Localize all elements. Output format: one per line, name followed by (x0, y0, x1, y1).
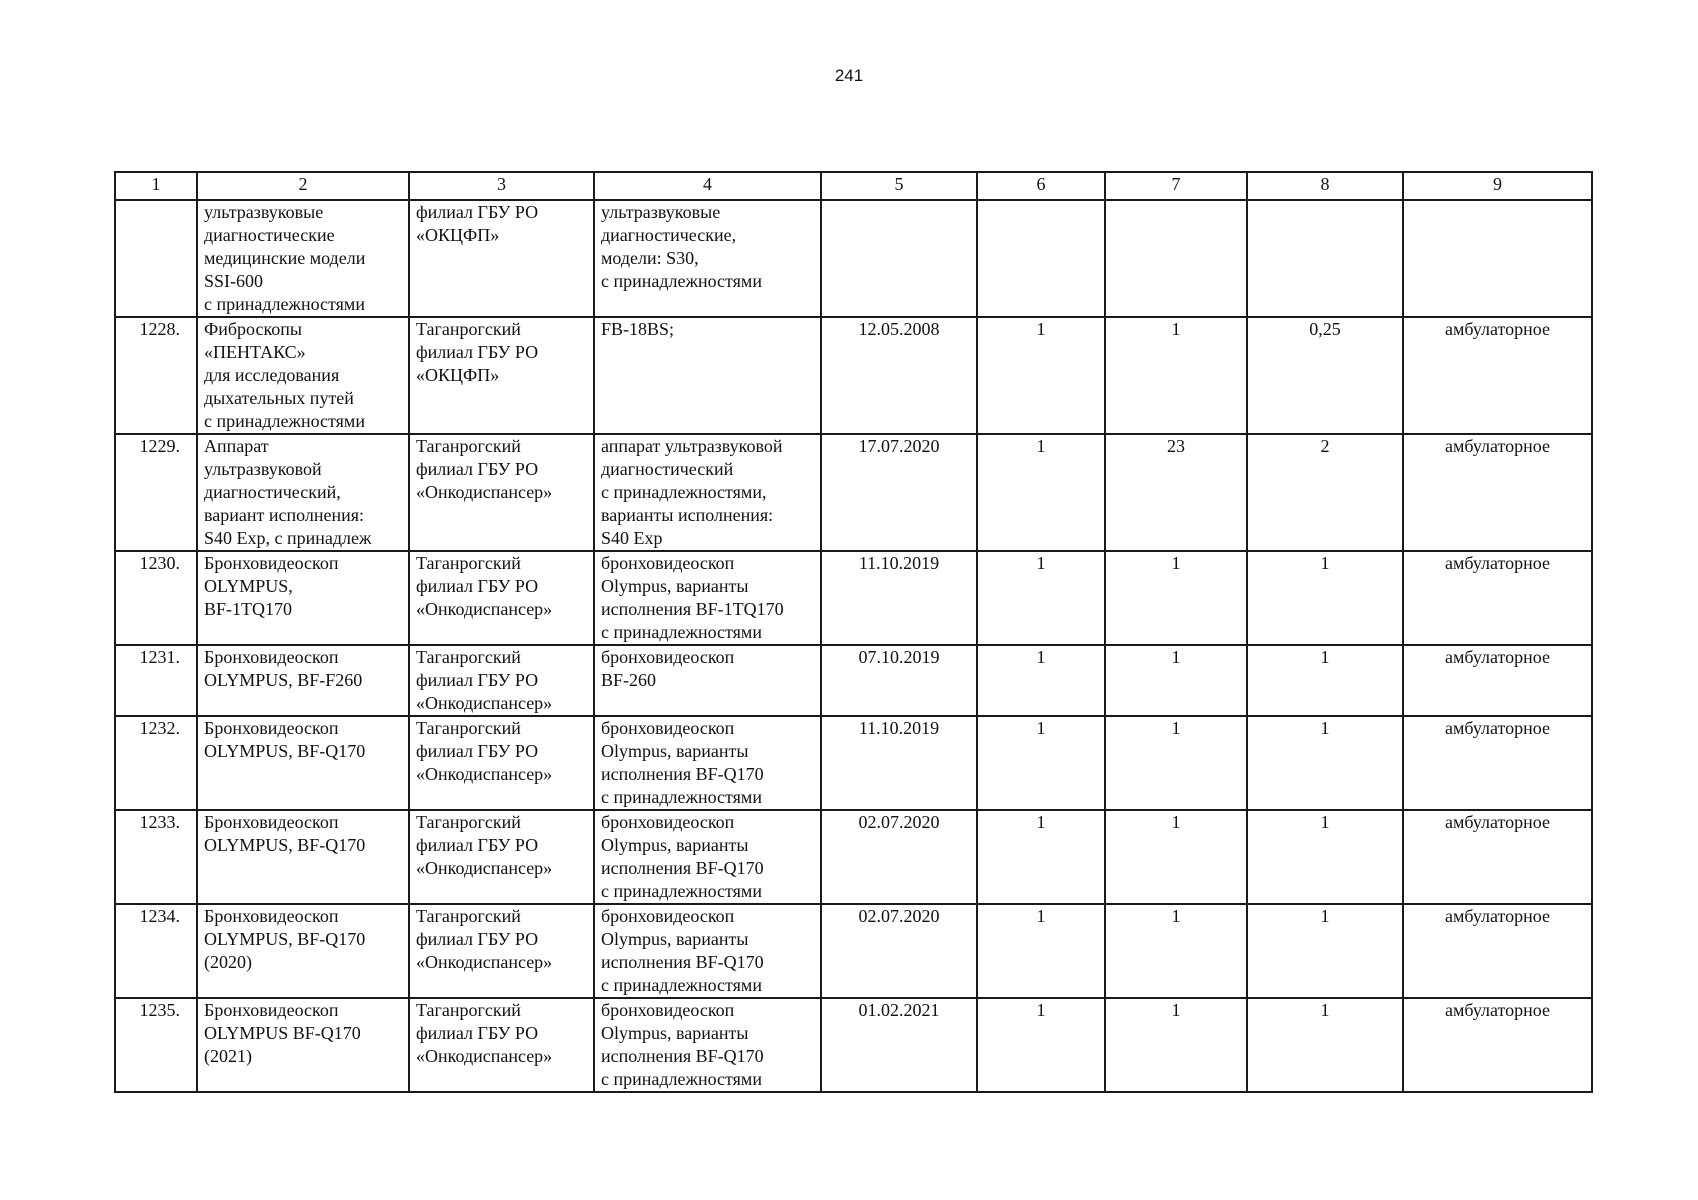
page-number: 241 (834, 66, 864, 85)
equipment-name-cell-line: диагностические (204, 225, 335, 245)
equipment-name-cell (197, 551, 409, 645)
location-cell-line: филиал ГБУ РО (416, 576, 539, 596)
location-cell-line: «Онкодиспансер» (416, 952, 553, 972)
header-cell-5: 5 (821, 172, 977, 200)
date-cell: 01.02.2021 (821, 998, 977, 1092)
equipment-name-cell-line: дыхательных путей (204, 388, 354, 408)
column-8-cell: 1 (1247, 716, 1403, 810)
model-cell (594, 998, 821, 1092)
equipment-name-cell (197, 810, 409, 904)
equipment-name-cell-line: Бронховидеоскоп (204, 718, 339, 738)
equipment-name-cell-line: ультразвуковой (204, 459, 322, 479)
model-cell-line: бронховидеоскоп (601, 812, 735, 832)
model-cell (594, 645, 821, 716)
column-7-cell: 1 (1105, 904, 1247, 998)
usage-mode-cell: амбулаторное (1403, 998, 1592, 1092)
equipment-name-cell-line: Бронховидеоскоп (204, 647, 339, 667)
equipment-name-cell-line: (2021) (204, 1046, 252, 1066)
model-cell-line: с принадлежностями (601, 881, 762, 901)
location-cell-line: Таганрогский (416, 1000, 521, 1020)
location-cell-line: Таганрогский (416, 906, 521, 926)
table-row (115, 200, 1592, 317)
equipment-name-cell-line: «ПЕНТАКС» (204, 342, 306, 362)
location-cell-line: «ОКЦФП» (416, 365, 500, 385)
row-number-cell: 1229. (115, 434, 197, 551)
date-cell: 02.07.2020 (821, 810, 977, 904)
date-cell: 12.05.2008 (821, 317, 977, 434)
location-cell-line: Таганрогский (416, 812, 521, 832)
model-cell-line: S40 Exp (601, 528, 663, 548)
model-cell-line: модели: S30, (601, 248, 699, 268)
column-6-cell: 1 (977, 904, 1105, 998)
equipment-name-cell-line: медицинские модели (204, 248, 366, 268)
column-8-cell (1247, 200, 1403, 317)
model-cell-line: диагностический (601, 459, 734, 479)
column-7-cell (1105, 200, 1247, 317)
usage-mode-cell: амбулаторное (1403, 810, 1592, 904)
model-cell-line: исполнения BF-Q170 (601, 1046, 764, 1066)
row-number-cell: 1231. (115, 645, 197, 716)
equipment-name-cell-line: SSI-600 (204, 271, 264, 291)
header-cell-6: 6 (977, 172, 1105, 200)
date-cell: 11.10.2019 (821, 551, 977, 645)
model-cell-line: с принадлежностями (601, 1069, 762, 1089)
equipment-name-cell (197, 434, 409, 551)
equipment-table (114, 171, 1593, 1093)
location-cell-line: Таганрогский (416, 553, 521, 573)
equipment-name-cell-line: Бронховидеоскоп (204, 812, 339, 832)
model-cell-line: Olympus, варианты (601, 835, 749, 855)
equipment-name-cell-line: с принадлежностями (204, 294, 365, 314)
column-8-cell: 1 (1247, 645, 1403, 716)
column-6-cell: 1 (977, 551, 1105, 645)
column-6-cell: 1 (977, 998, 1105, 1092)
column-8-cell: 2 (1247, 434, 1403, 551)
model-cell-line: бронховидеоскоп (601, 553, 735, 573)
location-cell (409, 200, 594, 317)
location-cell-line: Таганрогский (416, 436, 521, 456)
equipment-name-cell (197, 200, 409, 317)
model-cell-line: варианты исполнения: (601, 505, 774, 525)
equipment-name-cell (197, 716, 409, 810)
location-cell-line: филиал ГБУ РО (416, 670, 539, 690)
location-cell-line: филиал ГБУ РО (416, 929, 539, 949)
location-cell-line: «Онкодиспансер» (416, 764, 553, 784)
column-7-cell: 1 (1105, 317, 1247, 434)
model-cell-line: FB-18BS; (601, 319, 675, 339)
header-cell-9: 9 (1403, 172, 1592, 200)
model-cell-line: Olympus, варианты (601, 929, 749, 949)
header-cell-3: 3 (409, 172, 594, 200)
table-row (115, 716, 1592, 810)
location-cell-line: филиал ГБУ РО (416, 459, 539, 479)
location-cell (409, 904, 594, 998)
location-cell-line: филиал ГБУ РО (416, 741, 539, 761)
header-row (115, 172, 1592, 200)
column-6-cell: 1 (977, 810, 1105, 904)
usage-mode-cell: амбулаторное (1403, 904, 1592, 998)
model-cell-line: BF-260 (601, 670, 657, 690)
equipment-name-cell-line: Бронховидеоскоп (204, 1000, 339, 1020)
model-cell (594, 810, 821, 904)
column-8-cell: 1 (1247, 810, 1403, 904)
header-cell-4: 4 (594, 172, 821, 200)
model-cell (594, 200, 821, 317)
equipment-name-cell-line: OLYMPUS, (204, 576, 293, 596)
equipment-name-cell (197, 904, 409, 998)
column-6-cell (977, 200, 1105, 317)
location-cell (409, 645, 594, 716)
table-row (115, 551, 1592, 645)
model-cell-line: Olympus, варианты (601, 576, 749, 596)
column-8-cell: 1 (1247, 904, 1403, 998)
model-cell-line: бронховидеоскоп (601, 906, 735, 926)
model-cell (594, 904, 821, 998)
header-cell-8: 8 (1247, 172, 1403, 200)
table-body (115, 172, 1592, 1092)
location-cell-line: филиал ГБУ РО (416, 1023, 539, 1043)
location-cell-line: филиал ГБУ РО (416, 202, 539, 222)
location-cell-line: Таганрогский (416, 718, 521, 738)
location-cell-line: «ОКЦФП» (416, 225, 500, 245)
model-cell-line: с принадлежностями (601, 787, 762, 807)
usage-mode-cell: амбулаторное (1403, 645, 1592, 716)
equipment-name-cell-line: Бронховидеоскоп (204, 906, 339, 926)
model-cell (594, 551, 821, 645)
model-cell-line: Olympus, варианты (601, 741, 749, 761)
usage-mode-cell: амбулаторное (1403, 716, 1592, 810)
equipment-name-cell-line: Бронховидеоскоп (204, 553, 339, 573)
header-cell-7: 7 (1105, 172, 1247, 200)
equipment-name-cell-line: OLYMPUS, BF-Q170 (204, 835, 366, 855)
equipment-name-cell (197, 317, 409, 434)
model-cell-line: бронховидеоскоп (601, 1000, 735, 1020)
header-cell-1: 1 (115, 172, 197, 200)
model-cell-line: исполнения BF-1TQ170 (601, 599, 784, 619)
location-cell (409, 434, 594, 551)
location-cell-line: «Онкодиспансер» (416, 482, 553, 502)
equipment-name-cell-line: OLYMPUS BF-Q170 (204, 1023, 361, 1043)
equipment-name-cell-line: с принадлежностями (204, 411, 365, 431)
location-cell-line: филиал ГБУ РО (416, 835, 539, 855)
header-cell-2: 2 (197, 172, 409, 200)
location-cell (409, 716, 594, 810)
column-6-cell: 1 (977, 645, 1105, 716)
date-cell: 11.10.2019 (821, 716, 977, 810)
model-cell-line: исполнения BF-Q170 (601, 858, 764, 878)
model-cell-line: исполнения BF-Q170 (601, 764, 764, 784)
model-cell-line: бронховидеоскоп (601, 647, 735, 667)
date-cell: 07.10.2019 (821, 645, 977, 716)
row-number-cell: 1235. (115, 998, 197, 1092)
model-cell-line: диагностические, (601, 225, 737, 245)
location-cell-line: Таганрогский (416, 647, 521, 667)
model-cell (594, 716, 821, 810)
row-number-cell: 1233. (115, 810, 197, 904)
column-6-cell: 1 (977, 716, 1105, 810)
equipment-name-cell-line: OLYMPUS, BF-Q170 (204, 741, 366, 761)
table-row (115, 645, 1592, 716)
date-cell (821, 200, 977, 317)
table-row (115, 317, 1592, 434)
model-cell-line: исполнения BF-Q170 (601, 952, 764, 972)
equipment-name-cell-line: OLYMPUS, BF-F260 (204, 670, 363, 690)
equipment-name-cell-line: (2020) (204, 952, 252, 972)
location-cell-line: «Онкодиспансер» (416, 693, 553, 713)
model-cell-line: бронховидеоскоп (601, 718, 735, 738)
location-cell-line: «Онкодиспансер» (416, 599, 553, 619)
location-cell-line: «Онкодиспансер» (416, 858, 553, 878)
model-cell-line: Olympus, варианты (601, 1023, 749, 1043)
usage-mode-cell (1403, 200, 1592, 317)
row-number-cell: 1234. (115, 904, 197, 998)
column-6-cell: 1 (977, 317, 1105, 434)
column-7-cell: 1 (1105, 998, 1247, 1092)
equipment-name-cell-line: OLYMPUS, BF-Q170 (204, 929, 366, 949)
column-7-cell: 23 (1105, 434, 1247, 551)
table-row (115, 434, 1592, 551)
table-row (115, 904, 1592, 998)
model-cell (594, 317, 821, 434)
equipment-name-cell-line: вариант исполнения: (204, 505, 365, 525)
row-number-cell: 1232. (115, 716, 197, 810)
location-cell-line: «Онкодиспансер» (416, 1046, 553, 1066)
column-8-cell: 1 (1247, 998, 1403, 1092)
column-7-cell: 1 (1105, 645, 1247, 716)
location-cell (409, 317, 594, 434)
location-cell-line: Таганрогский (416, 319, 521, 339)
model-cell-line: с принадлежностями, (601, 482, 767, 502)
column-6-cell: 1 (977, 434, 1105, 551)
equipment-name-cell (197, 645, 409, 716)
row-number-cell (115, 200, 197, 317)
usage-mode-cell: амбулаторное (1403, 551, 1592, 645)
equipment-name-cell-line: для исследования (204, 365, 340, 385)
equipment-name-cell-line: BF-1TQ170 (204, 599, 293, 619)
usage-mode-cell: амбулаторное (1403, 434, 1592, 551)
table-row (115, 810, 1592, 904)
row-number-cell: 1228. (115, 317, 197, 434)
column-8-cell: 0,25 (1247, 317, 1403, 434)
model-cell-line: аппарат ультразвуковой (601, 436, 783, 456)
usage-mode-cell: амбулаторное (1403, 317, 1592, 434)
location-cell-line: филиал ГБУ РО (416, 342, 539, 362)
equipment-name-cell-line: Фиброскопы (204, 319, 303, 339)
equipment-name-cell-line: ультразвуковые (204, 202, 324, 222)
column-7-cell: 1 (1105, 551, 1247, 645)
model-cell-line: с принадлежностями (601, 975, 762, 995)
model-cell-line: с принадлежностями (601, 622, 762, 642)
model-cell-line: ультразвуковые (601, 202, 721, 222)
equipment-name-cell (197, 998, 409, 1092)
table-row (115, 998, 1592, 1092)
column-7-cell: 1 (1105, 716, 1247, 810)
equipment-name-cell-line: S40 Exp, с принадлеж (204, 528, 372, 548)
date-cell: 17.07.2020 (821, 434, 977, 551)
model-cell (594, 434, 821, 551)
location-cell (409, 998, 594, 1092)
column-7-cell: 1 (1105, 810, 1247, 904)
column-8-cell: 1 (1247, 551, 1403, 645)
location-cell (409, 810, 594, 904)
equipment-name-cell-line: диагностический, (204, 482, 341, 502)
model-cell-line: с принадлежностями (601, 271, 762, 291)
date-cell: 02.07.2020 (821, 904, 977, 998)
location-cell (409, 551, 594, 645)
row-number-cell: 1230. (115, 551, 197, 645)
equipment-name-cell-line: Аппарат (204, 436, 269, 456)
